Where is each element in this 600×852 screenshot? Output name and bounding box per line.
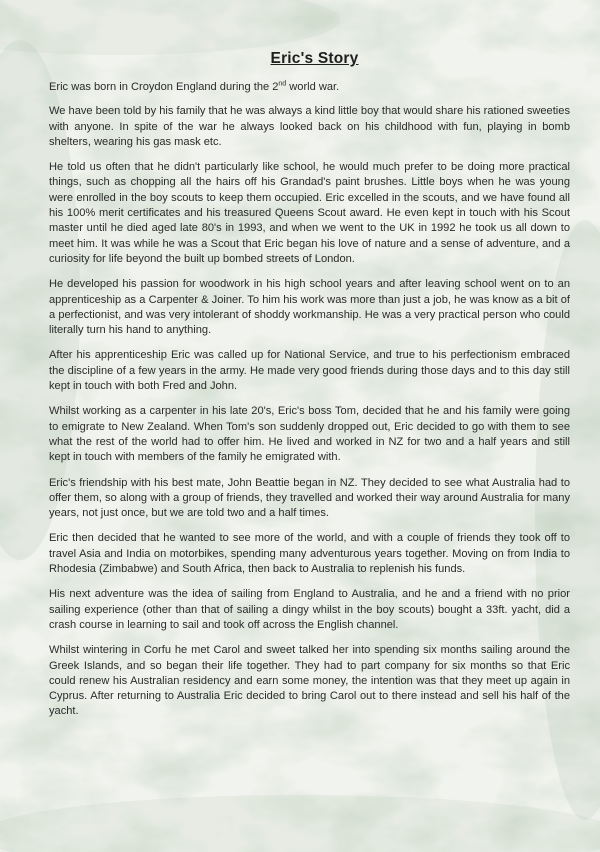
paragraph-new-zealand: Whilst working as a carpenter in his late 20's, Eric's boss Tom, decided that he and his family were going to emigrate to New Zealand. When Tom's son suddenly dropped out, Eric decided to go with them to see what the rest of the world had to offer him. He lived and worked in NZ for two and a half years and still kept in touch with members of the family he emigrated with. (49, 405, 570, 464)
paragraph-national-service: After his apprenticeship Eric was called up for National Service, and true to his perfectionism embraced the discipline of a few years in the army. He made very good friends during those days and to this day still kept in touch with both Fred and John. (49, 349, 570, 393)
paragraph-asia-india: Eric then decided that he wanted to see more of the world, and with a couple of friends they took off to travel Asia and India on motorbikes, spending many adventurous years together. Moving on from India to Rhodesia (Zimbabwe) and South Africa, then back to Australia to replenish his funds. (49, 532, 570, 576)
paragraph-woodwork: He developed his passion for woodwork in his high school years and after leaving school went on to an apprenticeship as a Carpenter & Joiner. To him his work was more than just a job, he was know as a bit of a perfectionist, and was very intolerant of shoddy workmanship. He was a very practical person who could literally turn his hand to anything. (49, 278, 570, 337)
intro-text: Eric was born in Croydon England during the 2 (49, 81, 279, 93)
paragraph-corfu: Whilst wintering in Corfu he met Carol and sweet talked her into spending six months sailing around the Greek Islands, and so began their life together. They had to part company for six months so that Eric could renew his Australian residency and earn some money, the intention was that they meet up again in Cyprus. After returning to Australia Eric decided to bring Carol out to there instead and sell his half of the yacht. (49, 644, 570, 718)
ordinal-suffix: nd (278, 80, 287, 88)
intro-text-end: world war. (286, 81, 340, 93)
paragraph-childhood: We have been told by his family that he was always a kind little boy that would share his rationed sweeties with anyone. In spite of the war he always looked back on his childhood with fun, playing in bomb shelters, wearing his gas mask etc. (49, 105, 570, 148)
paragraph-sailing: His next adventure was the idea of sailing from England to Australia, and he and a friend with no prior sailing experience (other than that of sailing a dingy whilst in the boy scouts) bought a 33ft. yacht, did a crash course in learning to sail and took off across the English channel. (49, 588, 570, 631)
page-title: Eric's Story (270, 50, 359, 67)
intro-paragraph (49, 80, 570, 95)
paragraph-australia: Eric's friendship with his best mate, John Beattie began in NZ. They decided to see what Australia had to offer them, so along with a group of friends, they travelled and worked their way around Australia for many years, not just once, but we are told two and a half times. (49, 476, 570, 520)
paragraph-school-scouts: He told us often that he didn't particularly like school, he would much prefer to be doing more practical things, such as chopping all the hairs off his Grandad's paint brushes. Little boys when he was young were enrolled in the boy scouts to keep them occupied. Eric excelled in the scouts, and we have found all his 100% merit certificates and his treasured Queens Scout award. He even kept in touch with his Scout master until he died aged late 80's in 1993, and when we went to the UK in 1992 he took us all down to meet him. It was while he was a Scout that Eric began his love of nature and a sense of adventure, and a curiosity for life beyond the built up bombed streets of London. (49, 161, 570, 265)
